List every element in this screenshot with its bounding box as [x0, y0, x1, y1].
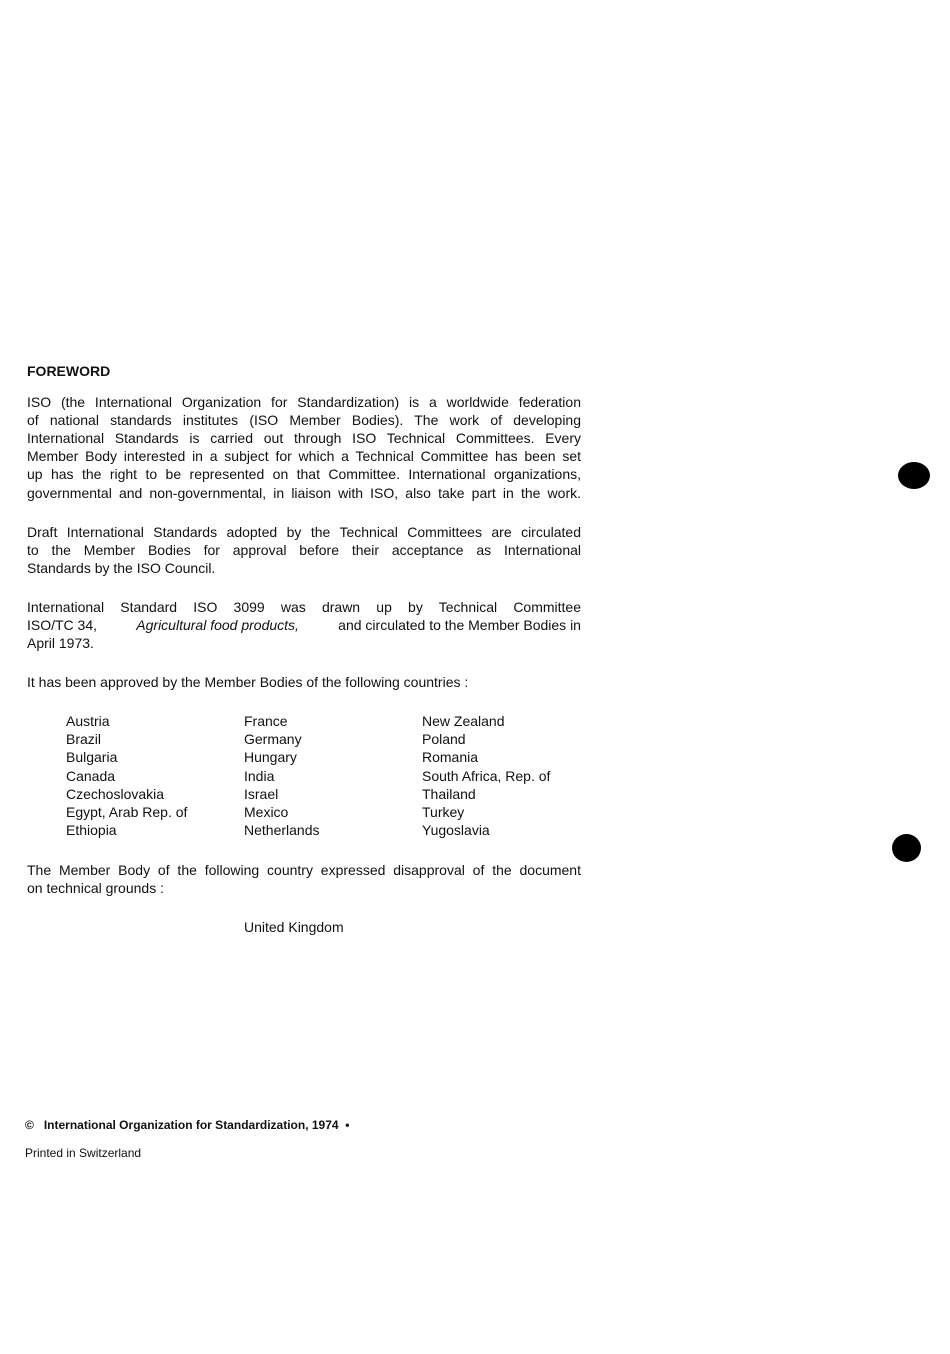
country: Turkey [422, 803, 465, 820]
countries-column [66, 712, 187, 839]
text-fragment: and circulated to the Member Bodies in [338, 617, 581, 633]
country: Thailand [422, 785, 476, 802]
text-line: International Standard ISO 3099 was drawn up by Technical Committee [27, 599, 581, 615]
countries-column [422, 712, 550, 839]
copyright-notice: © International Organization for Standardization, 1974 • [25, 1118, 350, 1132]
text-line: International Standards is carried out through ISO Technical Committees. Every [27, 430, 581, 446]
text-line: The Member Body of the following country expressed disapproval of the document [27, 862, 581, 878]
country: New Zealand [422, 713, 505, 729]
country: Ethiopia [66, 822, 117, 839]
country: Czechoslovakia [66, 785, 165, 802]
country: Egypt, Arab Rep. of [66, 803, 188, 820]
text-line: up has the right to be represented on that Committee. International organizations, [27, 466, 581, 482]
text-line: to the Member Bodies for approval before their acceptance as International [27, 542, 581, 558]
text-line: April 1973. [27, 635, 94, 651]
disapproving-country: United Kingdom [244, 919, 344, 935]
text-line: governmental and non-governmental, in liaison with ISO, also take part in the work. [27, 485, 581, 501]
country: Canada [66, 767, 116, 784]
text-fragment: ISO/TC 34, [27, 617, 98, 633]
punch-hole-mark [892, 834, 921, 862]
country: Austria [66, 713, 110, 729]
country: South Africa, Rep. of [422, 767, 551, 784]
text-line: on technical grounds : [27, 880, 164, 896]
country: Netherlands [244, 822, 320, 839]
punch-hole-mark [898, 462, 930, 489]
country: Brazil [66, 731, 102, 748]
country: India [244, 767, 275, 784]
country: Germany [244, 731, 302, 748]
foreword-heading: FOREWORD [27, 363, 111, 379]
printed-in: Printed in Switzerland [25, 1146, 142, 1160]
text-line: Member Body interested in a subject for which a Technical Committee has been set [27, 448, 581, 464]
country: France [244, 713, 288, 729]
text-line: Draft International Standards adopted by the Technical Committees are circulated [27, 524, 581, 540]
country: Romania [422, 749, 479, 766]
country: Yugoslavia [422, 822, 490, 839]
approved-intro: It has been approved by the Member Bodies of the following countries : [27, 674, 469, 690]
text-line: Standards by the ISO Council. [27, 560, 216, 576]
country: Hungary [244, 749, 297, 766]
country: Israel [244, 785, 279, 802]
text-line [27, 616, 581, 634]
countries-column [244, 712, 320, 839]
country: Bulgaria [66, 749, 118, 766]
country: Mexico [244, 803, 289, 820]
text-line: ISO (the International Organization for Standardization) is a worldwide federation [27, 394, 581, 410]
committee-title: Agricultural food products, [136, 617, 299, 633]
text-line: of national standards institutes (ISO Member Bodies). The work of developing [27, 412, 581, 428]
country: Poland [422, 731, 466, 748]
